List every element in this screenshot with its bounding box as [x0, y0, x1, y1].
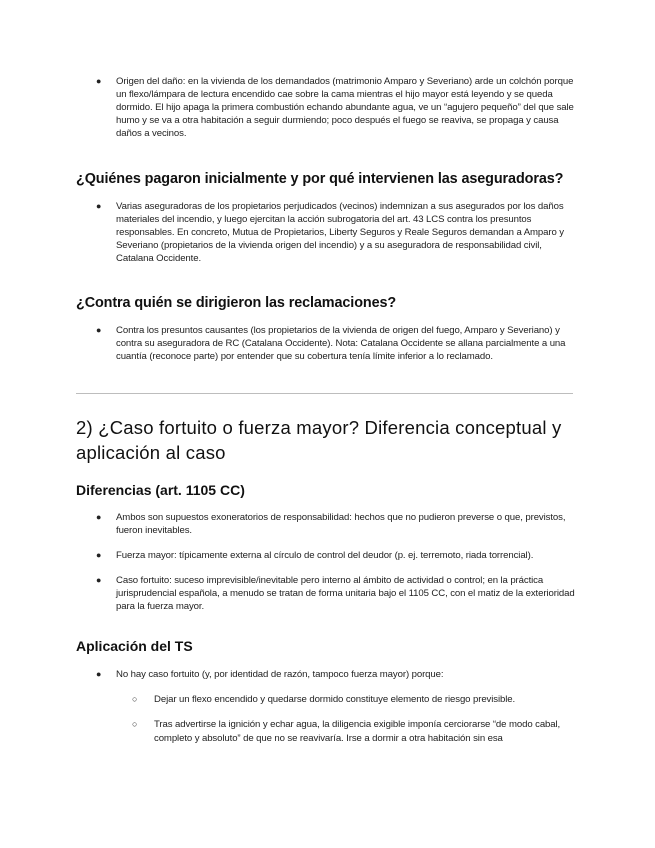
bullet-list-reclamaciones — [76, 324, 576, 363]
list-item — [76, 668, 576, 681]
section-heading-contra-quien: ¿Contra quién se dirigieron las reclamaciones? — [76, 295, 397, 311]
bullet-icon: ● — [96, 325, 102, 335]
bullet-icon: ● — [96, 669, 102, 679]
hollow-bullet-icon: ○ — [132, 719, 138, 730]
section-heading-quienes-pagaron: ¿Quiénes pagaron inicialmente y por qué intervienen las aseguradoras? — [76, 171, 564, 187]
bullet-icon: ● — [96, 76, 102, 86]
list-item-text: No hay caso fortuito (y, por identidad de razón, tampoco fuerza mayor) porque: — [116, 669, 444, 680]
document-content — [76, 75, 576, 745]
bullet-list-aseguradoras — [76, 200, 576, 265]
list-item — [76, 200, 576, 265]
sub-list-item-text: Dejar un flexo encendido y quedarse dormido constituye elemento de riesgo previsible. — [154, 694, 516, 705]
hollow-bullet-icon: ○ — [132, 694, 138, 704]
sub-list-item — [76, 718, 576, 745]
subheading-diferencias: Diferencias (art. 1105 CC) — [76, 482, 245, 498]
bullet-icon: ● — [96, 201, 102, 211]
subheading-aplicacion: Aplicación del TS — [76, 638, 193, 654]
list-item-text: Origen del daño: en la vivienda de los demandados (matrimonio Amparo y Severiano) arde un colchón porque un flexo/lámpara de lectura encendido cae sobre la cama mientras el hijo mayor está leyendo y se queda dormido. El hijo apaga la primera combustión echando abundante agua, ve un “agujero pequeño” del que sale humo y se va a otra habitación a seguir durmiendo; poco después el fuego se reaviva, se propaga y causa daños a vecinos. — [116, 76, 574, 139]
bullet-list-diferencias — [76, 511, 576, 613]
list-item-text: Varias aseguradoras de los propietarios perjudicados (vecinos) indemnizan a sus asegurados por los daños materiales del incendio, y luego ejercitan la acción subrogatoria del art. 43 LCS contra los presuntos responsables. En concreto, Mutua de Propietarios, Liberty Seguros y Reale Seguros demandan a Amparo y Severiano (propietarios de la vivienda origen del incendio) y a su aseguradora de responsabilidad civil, Catalana Occidente. — [116, 201, 564, 264]
sub-bullet-list — [76, 693, 576, 745]
sub-list-item-text: Tras advertirse la ignición y echar agua, la diligencia exigible imponía cerciorarse “de modo cabal, completo y absoluto” de que no se reavivaría. Irse a dormir a otra habitación sin esa — [154, 719, 561, 744]
sub-list-item — [76, 693, 576, 706]
bullet-list-origen — [76, 75, 576, 140]
list-item-text: Fuerza mayor: típicamente externa al círculo de control del deudor (p. ej. terremoto, riada torrencial). — [116, 550, 534, 561]
horizontal-divider — [76, 393, 573, 394]
bullet-list-aplicacion — [76, 668, 576, 681]
bullet-icon: ● — [96, 575, 102, 585]
list-item — [76, 75, 576, 140]
bullet-icon: ● — [96, 550, 102, 560]
part-title: 2) ¿Caso fortuito o fuerza mayor? Diferencia conceptual y aplicación al caso — [76, 417, 562, 463]
list-item — [76, 324, 576, 363]
list-item-text: Ambos son supuestos exoneratorios de responsabilidad: hechos que no pudieron preverse o que, previstos, fueron inevitables. — [116, 512, 566, 536]
bullet-icon: ● — [96, 512, 102, 522]
list-item — [76, 511, 576, 537]
list-item-text: Contra los presuntos causantes (los propietarios de la vivienda de origen del fuego, Amparo y Severiano) y contra su aseguradora de RC (Catalana Occidente). Nota: Catalana Occidente se allana parcialmente a una cuantía (reconoce parte) por entender que su cobertura tenía límite inferior a lo reclamado. — [116, 325, 566, 362]
list-item — [76, 574, 576, 613]
list-item-text: Caso fortuito: suceso imprevisible/inevitable pero interno al ámbito de actividad o control; en la práctica jurisprudencial española, a menudo se tratan de forma unitaria bajo el 1105 CC, con el matiz de la exterioridad para la fuerza mayor. — [116, 575, 575, 612]
list-item — [76, 549, 576, 562]
